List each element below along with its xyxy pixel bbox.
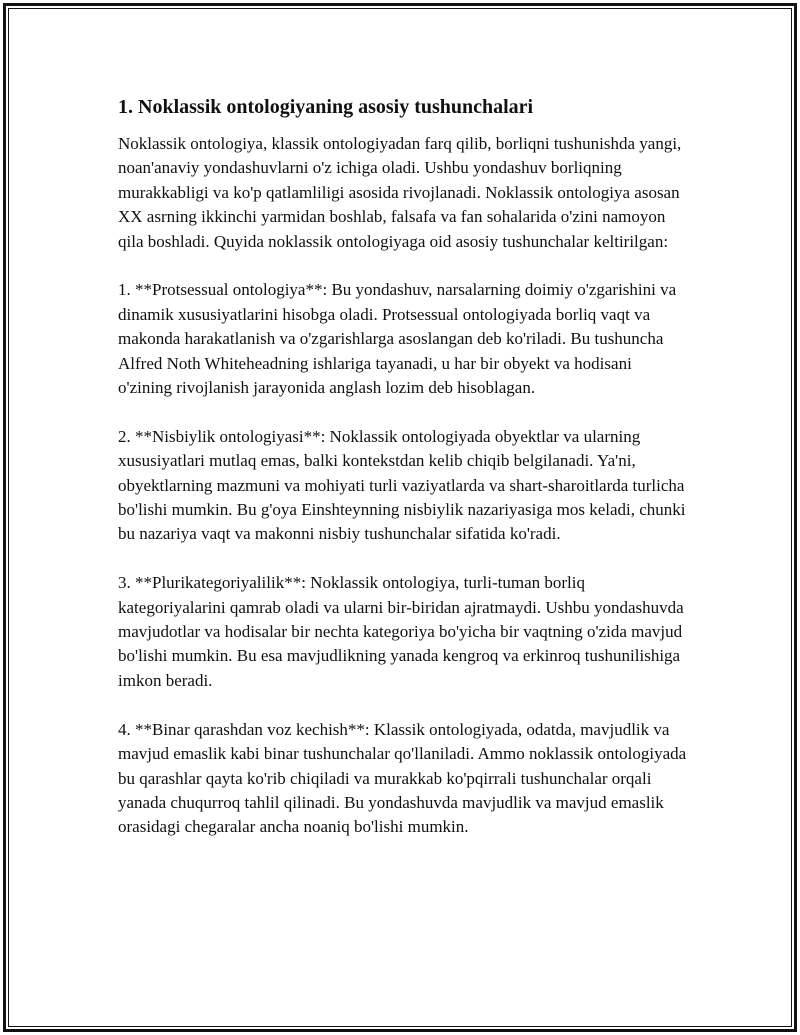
paragraph-nisbiylik-ontologiyasi: 2. **Nisbiylik ontologiyasi**: Noklassik ontologiyada obyektlar va ularning xususiyatlari mutlaq emas, balki kontekstdan kelib chiqib belgilanadi. Ya'ni, obyektlarning mazmuni va mohiyati turli vaziyatlarda va shart-sharoitlarda turlicha bo'lishi mumkin. Bu g'oya Einshteynning nisbiylik nazariyasiga mos keladi, chunki bu nazariya vaqt va makonni nisbiy tushunchalar sifatida ko'radi. [118, 426, 686, 544]
paragraph-protsessual-ontologiya: 1. **Protsessual ontologiya**: Bu yondashuv, narsalarning doimiy o'zgarishini va dinamik xususiyatlarini hisobga oladi. Protsessual ontologiyada borliq vaqt va makonda harakatlanish va o'zgarishlarga asoslangan deb ko'riladi. Bu tushuncha Alfred Noth Whiteheadning ishlariga tayanadi, u har bir obyekt va hodisani o'zining rivojlanish jarayonida anglash lozim deb hisoblagan. [118, 280, 677, 398]
document-body [118, 94, 688, 864]
section-heading: 1. Noklassik ontologiyaning asosiy tushunchalari [118, 96, 534, 118]
intro-paragraph: Noklassik ontologiya, klassik ontologiyadan farq qilib, borliqni tushunishda yangi, noan'anaviy yondashuvlarni o'z ichiga oladi. Ushbu yondashuv borliqning murakkabligi va ko'p qatlamliligi asosida rivojlanadi. Noklassik ontologiya asosan XX asrning ikkinchi yarmidan boshlab, falsafa va fan sohalarida o'zini namoyon qila boshladi. Quyida noklassik ontologiyaga oid asosiy tushunchalar keltirilgan: [118, 134, 682, 251]
paragraph-plurikategoriyalilik: 3. **Plurikategoriyalilik**: Noklassik ontologiya, turli-tuman borliq kategoriyalarini qamrab oladi va ularni bir-biridan ajratmaydi. Ushbu yondashuvda mavjudotlar va hodisalar bir nechta kategoriya bo'yicha bir vaqtning o'zida mavjud bo'lishi mumkin. Bu esa mavjudlikning yanada kengroq va erkinroq tushunilishiga imkon beradi. [118, 573, 684, 690]
paragraph-binar-qarashdan-voz-kechish: 4. **Binar qarashdan voz kechish**: Klassik ontologiyada, odatda, mavjudlik va mavjud emaslik kabi binar tushunchalar qo'llaniladi. Ammo noklassik ontologiyada bu qarashlar qayta ko'rib chiqiladi va murakkab ko'pqirrali tushunchalar orqali yanada chuqurroq tahlil qilinadi. Bu yondashuvda mavjudlik va mavjud emaslik orasidagi chegaralar ancha noaniq bo'lishi mumkin. [118, 719, 687, 837]
